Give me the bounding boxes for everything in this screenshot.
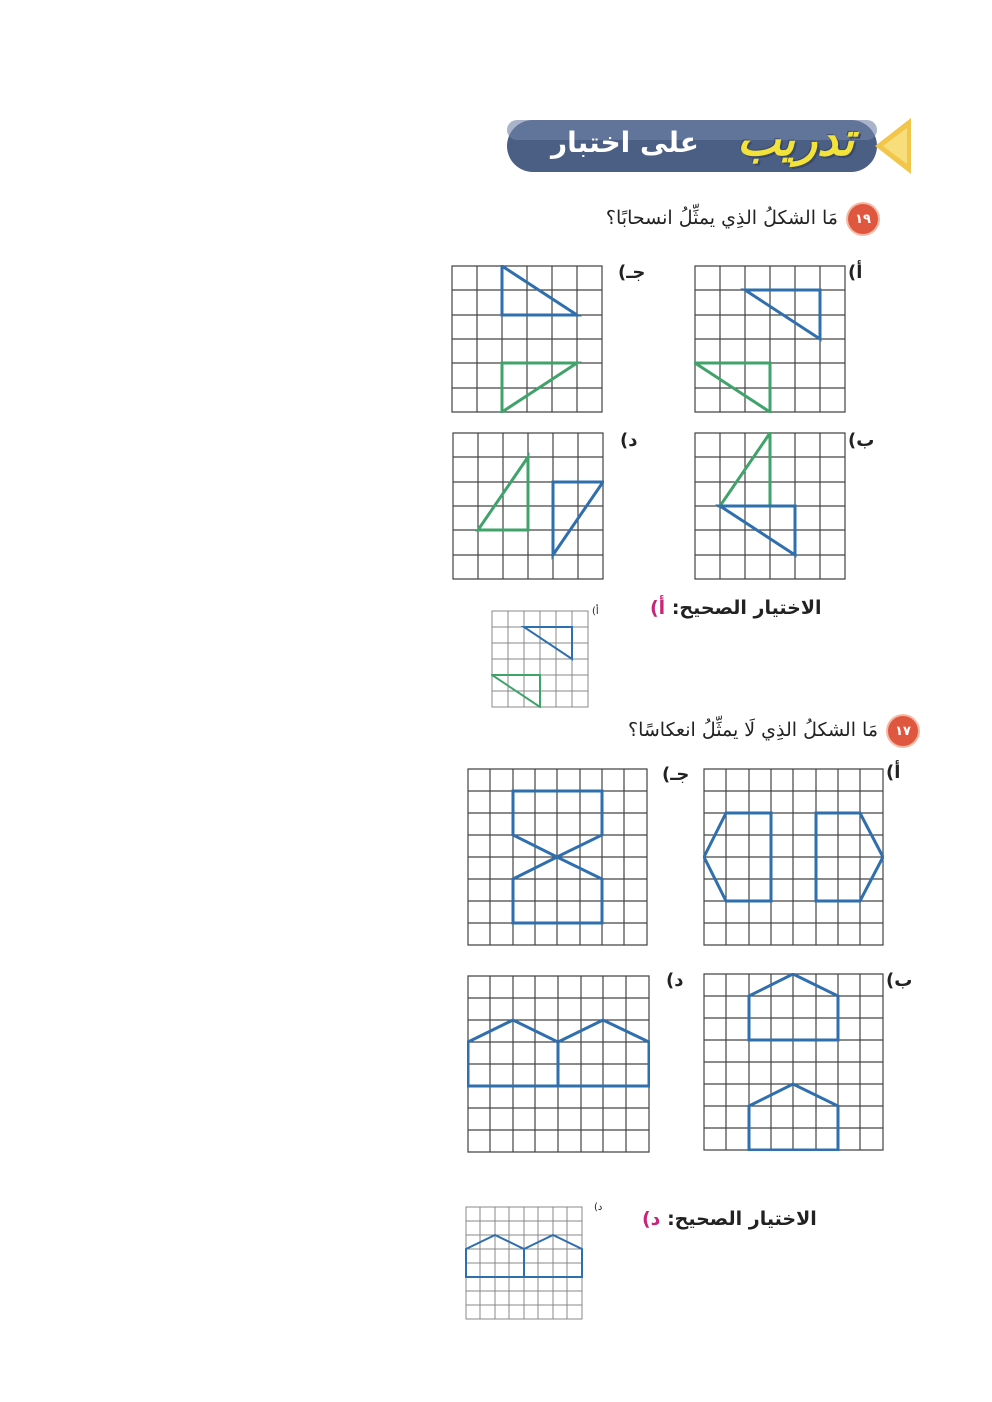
correct-answer	[650, 597, 822, 619]
option-label-c: جـ)	[662, 764, 690, 785]
option-label-b: ب)	[848, 430, 875, 451]
banner-subtitle: على اختبار	[551, 126, 699, 159]
answer-value: أ)	[650, 597, 666, 619]
answer-label: الاختيار الصحيح:	[671, 597, 822, 619]
question-text: مَا الشكلُ الذِي يمثِّلُ انسحابًا؟	[605, 207, 838, 229]
section-banner	[505, 112, 913, 180]
grid-option-b	[703, 973, 884, 1151]
option-label-a: أ)	[848, 262, 863, 283]
answer-thumbnail	[491, 610, 589, 708]
answer-value: د)	[642, 1208, 661, 1230]
grid-option-d	[452, 432, 604, 580]
answer-label: الاختيار الصحيح:	[667, 1208, 817, 1230]
banner-title: تدريب	[737, 112, 855, 166]
correct-answer	[642, 1208, 817, 1230]
thumb-label: أ)	[592, 606, 599, 617]
option-label-d: د)	[620, 430, 638, 451]
grid-option-c	[451, 265, 603, 413]
grid-option-a	[694, 265, 846, 413]
answer-thumbnail	[465, 1206, 583, 1320]
option-label-b: ب)	[886, 970, 913, 991]
thumb-label: د)	[594, 1202, 603, 1213]
grid-option-b	[694, 432, 846, 580]
option-label-a: أ)	[886, 762, 901, 783]
question-number: ١٧	[888, 716, 918, 746]
grid-option-c	[467, 768, 648, 946]
option-label-c: جـ)	[618, 262, 646, 283]
question-text: مَا الشكلُ الذِي لَا يمثِّلُ انعكاسًا؟	[627, 719, 878, 741]
option-label-d: د)	[666, 970, 684, 991]
grid-option-a	[703, 768, 884, 946]
grid-option-d	[467, 975, 650, 1153]
question-number: ١٩	[848, 204, 878, 234]
